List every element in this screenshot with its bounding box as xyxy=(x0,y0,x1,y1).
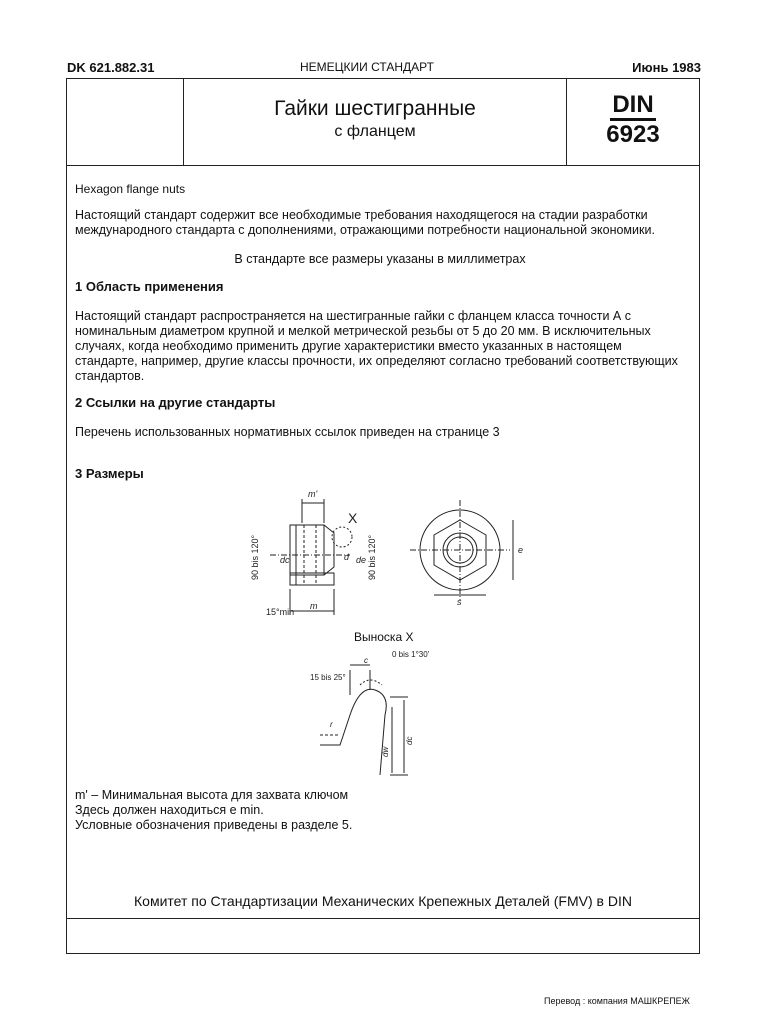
section-3-heading: 3 Размеры xyxy=(75,466,144,481)
title-left-cell xyxy=(67,79,184,165)
note-1: m' – Минимальная высота для захвата ключом xyxy=(75,788,349,802)
section-2-text: Перечень использованных нормативных ссылок приведен на странице 3 xyxy=(75,425,500,439)
standard-type: НЕМЕЦКИИ СТАНДАРТ xyxy=(300,60,434,74)
udc-code: DK 621.882.31 xyxy=(67,60,155,75)
label-angle-0: 0 bis 1°30' xyxy=(392,650,430,659)
section-2-heading: 2 Ссылки на другие стандарты xyxy=(75,395,276,410)
note-2: Здесь должен находиться e min. xyxy=(75,803,264,817)
din-number: 6923 xyxy=(606,121,660,148)
label-r: r xyxy=(330,720,333,729)
label-dc-detail: dc xyxy=(405,736,414,745)
label-angle-right: 90 bis 120° xyxy=(367,534,377,580)
din-cell xyxy=(566,79,699,165)
detail-title: Выноска X xyxy=(354,630,414,644)
label-dw: dw xyxy=(381,746,390,757)
nut-drawing xyxy=(230,485,540,620)
label-m-prime: m' xyxy=(308,489,318,499)
title-block xyxy=(67,79,699,166)
units-note: В стандарте все размеры указаны в миллиметрах xyxy=(234,252,526,266)
label-x: X xyxy=(348,510,358,526)
label-angle-left: 90 bis 120° xyxy=(250,534,260,580)
detail-x-drawing xyxy=(300,645,430,785)
document-subtitle: с фланцем xyxy=(334,123,416,140)
label-c: c xyxy=(364,656,368,665)
intro-paragraph: Настоящий стандарт содержит все необходимые требования находящегося на стадии разработки международного стандарта с дополнениями, отражающими потребности национальной экономики. xyxy=(75,208,655,237)
label-s: s xyxy=(457,597,462,607)
translator-credit: Перевод : компания МАШКРЕПЕЖ xyxy=(544,996,690,1006)
english-title: Hexagon flange nuts xyxy=(75,182,186,196)
din-label: DIN xyxy=(567,91,699,119)
label-de: de xyxy=(356,555,367,565)
label-d: d xyxy=(344,552,350,562)
section-1-heading: 1 Область применения xyxy=(75,279,224,294)
committee-line: Комитет по Стандартизации Механических Крепежных Деталей (FMV) в DIN xyxy=(134,893,632,909)
label-15-25: 15 bis 25° xyxy=(310,673,346,682)
label-e: e xyxy=(518,545,524,555)
label-dc: dc xyxy=(280,555,290,565)
issue-date: Июнь 1983 xyxy=(632,60,701,75)
section-1-text: Настоящий стандарт распространяется на шестигранные гайки с фланцем класса точности А с номинальным диаметром крупной и мелкой метрической резьбы от 5 до 20 мм. В исключительных случаях, когда необходимо применить другие характеристики вместо указанных в настоящем стандарте, например, другие классы прочности, их определяют согласно требований соответствующих стандартов. xyxy=(75,309,678,383)
label-15min: 15°min xyxy=(266,607,295,617)
document-title: Гайки шестигранные xyxy=(274,97,476,120)
label-m: m xyxy=(310,601,318,611)
footer-block xyxy=(67,918,699,953)
note-3: Условные обозначения приведены в разделе 5. xyxy=(75,818,353,832)
